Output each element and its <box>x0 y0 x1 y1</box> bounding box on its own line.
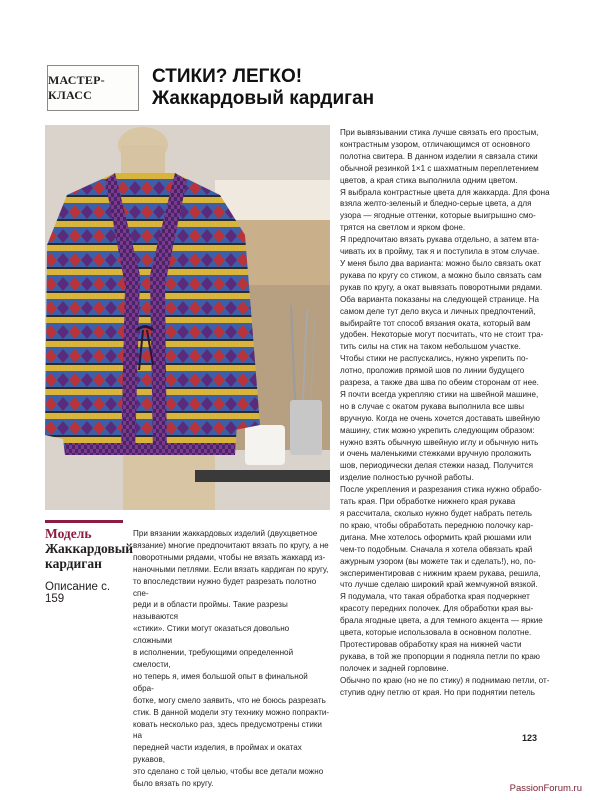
text-line: При вывязывании стика лучше связать его простым, <box>340 128 539 137</box>
text-line: то впоследствии нужно будет разрезать полотно спе- <box>133 576 317 598</box>
model-info <box>45 526 134 605</box>
text-line: лотно, проложив прямой шов по линии будущего <box>340 366 525 376</box>
description-reference: Описание с. 159 <box>45 581 111 605</box>
text-line: рукава, в той же пропорции я подняла петли по краю <box>340 651 540 661</box>
cardigan-photo <box>45 125 330 510</box>
text-line: полочек и задней горловине. <box>340 663 449 673</box>
text-line: нужно взять обычную швейную иглу и обычную нить <box>340 437 539 447</box>
text-line: стик. В данной модели эту технику можно попракти- <box>133 707 330 717</box>
text-line: обычной резинкой 1×1 с шахматным переплетением <box>340 163 539 173</box>
model-label: Модель <box>45 526 92 541</box>
text-line: тить силы на стик на таком небольшом участке. <box>340 342 521 352</box>
text-line: дигана. Мне хотелось оформить край рюшами или <box>340 532 532 542</box>
text-line: цвета, которые использовала в основном полотне. <box>340 628 532 638</box>
text-line: изделие полностью ручной работы. <box>340 473 474 483</box>
text-line: выбирайте тот способ вязания оката, который вам <box>340 318 531 328</box>
text-line: контрастным узором, отличающимся от основного <box>340 139 531 149</box>
text-line: Чтобы стики не распускались, нужно укрепить по- <box>340 354 529 364</box>
text-line: что лучше сделаю широкий край жемчужной вязкой. <box>340 580 538 590</box>
text-line: Я предпочитаю вязать рукава отдельно, а затем вта- <box>340 235 540 245</box>
text-line: При вязании жаккардовых изделий (двухцветное <box>133 529 318 538</box>
text-line: в исполнении, требующими определенной смелости, <box>133 648 294 669</box>
text-line: передней части изделия, в проймах и окатах рукавов, <box>133 743 302 765</box>
text-line: шов, периодически делая стежки назад. Получится <box>340 461 533 471</box>
text-line: машину, стик можно укрепить следующим образом: <box>340 425 535 435</box>
left-text-column <box>133 528 330 790</box>
page-number: 123 <box>522 733 538 743</box>
text-line: и очень маленькими стежками вручную проложить <box>340 449 532 459</box>
model-divider <box>45 520 123 523</box>
article-title: СТИКИ? ЛЕГКО! <box>152 66 303 87</box>
text-line: самом деле тут дело вкуса и личных предпочтений, <box>340 306 536 316</box>
text-line: узора — ягодные оттенки, которые выигрышно смо- <box>340 211 536 221</box>
text-line: наночными петлями. Если вязать кардиган по кругу, <box>133 564 329 574</box>
text-line: взяла желто-зеленый и бледно-серые цвета, а для <box>340 199 532 209</box>
text-line: рукав по кругу, а окат вывязать поворотными рядами. <box>340 282 543 292</box>
text-line: ступив одну петлю от края. Но при поднятии петель <box>340 687 535 697</box>
text-line: рукава по кругу со стиком, а можно было связать сам <box>340 270 542 280</box>
text-line: трятся на светлом и ярком фоне. <box>340 223 466 233</box>
right-text-column <box>340 127 550 699</box>
text-line: но в случае с окатом рукава выполнила все швы <box>340 401 525 411</box>
text-line: это сделано с той целью, чтобы все детали можно <box>133 767 324 777</box>
text-line: вручную. Когда не очень хочется доставать швейную <box>340 413 540 423</box>
section-badge <box>47 65 139 111</box>
cardigan-illustration <box>45 125 330 510</box>
text-line: Оба варианта показаны на следующей странице. На <box>340 294 539 304</box>
text-line: чивать их в пройму, так я и поступила в этом случае. <box>340 247 540 257</box>
text-line: «стики». Стики могут оказаться довольно сложными <box>133 624 290 646</box>
text-line: красоту передних полочек. Для обработки края вы- <box>340 604 534 614</box>
text-line: тать края. При обработке нижнего края рукава <box>340 497 516 507</box>
text-line: Обычно по краю (но не по стику) я поднимаю петли, от- <box>340 675 550 685</box>
text-line: я рассчитала, сколько нужно будет набрать петель <box>340 509 532 518</box>
text-line: вязание) многие предпочитают вязать по кругу, а не <box>133 540 329 550</box>
text-line: чем-то подобным. Сначала я хотела обвязать край <box>340 544 533 554</box>
text-line: Я подумала, что такая обработка края подчеркнет <box>340 592 530 602</box>
badge-label: МАСТЕР-КЛАСС <box>48 73 105 102</box>
text-line: цветов, а края стика выполнила одним цветом. <box>340 175 518 185</box>
text-line: удобен. Некоторые могут посчитать, что не стоит тра- <box>340 330 544 340</box>
text-line: Я почти всегда укрепляю стики на швейной машине, <box>340 389 539 399</box>
text-line: реди и в области проймы. Такие разрезы называются <box>133 600 288 622</box>
text-line: полотна свитера. В данном изделии я связала стики <box>340 151 538 161</box>
text-line: Протестировав обработку края на нижней части <box>340 639 522 649</box>
text-line: ковать несколько раз, здесь предусмотрены стики на <box>133 719 322 741</box>
text-line: Я выбрала контрастные цвета для жаккарда. Для фона <box>340 187 550 197</box>
text-line: по краю, чтобы обработать переднюю полочку кар- <box>340 520 534 530</box>
text-line: поворотными рядами, чтобы не вязать жаккард из- <box>133 552 326 562</box>
text-line: брала ягодные цвета, а для темного акцента — яркие <box>340 616 543 626</box>
watermark: PassionForum.ru <box>509 783 582 794</box>
text-line: ажурным узором (вы можете так и сделать!), но, по- <box>340 556 536 566</box>
article-subtitle: Жаккардовый кардиган <box>152 88 375 109</box>
model-name-line1: Жаккардовый <box>45 541 134 556</box>
text-line: ботке, могу смело заявить, что не боюсь разрезать <box>133 695 326 705</box>
text-line: экспериментировав с нижним краем рукава, решила, <box>340 568 541 578</box>
text-line: После укрепления и разрезания стика нужно обрабо- <box>340 485 542 495</box>
text-line: У меня было два варианта: можно было связать окат <box>340 258 542 268</box>
text-line: разреза, а также два шва по обеим сторонам от нее. <box>340 378 539 388</box>
text-line: но теперь я, имея большой опыт в финальной обра- <box>133 671 308 693</box>
text-line: было вязать по кругу. <box>133 779 214 789</box>
model-name-line2: кардиган <box>45 556 102 571</box>
